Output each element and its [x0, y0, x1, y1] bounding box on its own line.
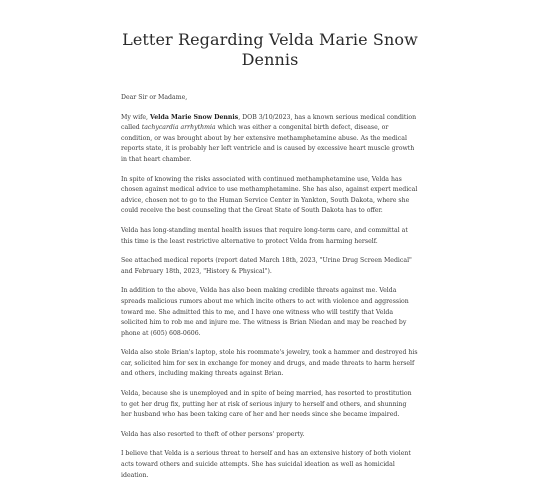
- p1-text-b: , DOB 3/10/2023, has a known serious medical condition called: [121, 113, 417, 132]
- paragraph-threat-self: I believe that Velda is a serious threat to herself and has an extensive history of both violent acts toward others and suicide attempts. She has suicidal ideation as well as homicidal ideation.: [121, 450, 411, 479]
- p1-text-a: My wife,: [121, 113, 150, 121]
- paragraph-mental-health: Velda has long-standing mental health issues that require long-term care, and committal at this time is the least restrictive alternative to protect Velda from harming herself.: [121, 226, 408, 245]
- paragraph-theft-brian: Velda also stole Brian's laptop, stole his roommate's jewelry, took a hammer and destroyed his car, solicited him for sex in exchange for money and drugs, and made threats to harm herself and others, including making threats against Brian.: [121, 349, 418, 378]
- paragraph-prostitution: Velda, because she is unemployed and in spite of being married, has resorted to prostitution to get her drug fix, putting her at risk of serious injury to herself and others, and shunning her husband who has been taking care of her and her needs since she became impaired.: [121, 390, 412, 419]
- paragraph-theft: Velda has also resorted to theft of other persons' property.: [121, 430, 305, 438]
- salutation: Dear Sir or Madame,: [121, 94, 188, 101]
- paragraph-medical-advice: In spite of knowing the risks associated with continued methamphetamine use, Velda has chosen against medical advice to use methamphetamine. She has also, against expert medical advice, chosen not to go to the Human Service Center in Yankton, South Dakota, where she could receive the best counseling that the Great State of South Dakota has to offer.: [121, 175, 418, 215]
- letter-title: Letter Regarding Velda Marie Snow Dennis: [122, 30, 418, 69]
- paragraph-medical-reports: See attached medical reports (report dated March 18th, 2023, "Urine Drug Screen Medical" and February 18th, 2023, "History & Physical").: [121, 257, 412, 275]
- paragraph-medical-condition: [121, 113, 419, 166]
- p1-text-c: which was either a congenital birth defect, disease, or condition, or was brought about by her extensive methamphetamine abuse. As the medical reports state, it is probably her left ventricle and is caused by excessive heart muscle growth in that heart chamber.: [121, 124, 415, 163]
- patient-name: Velda Marie Snow Dennis: [149, 113, 239, 121]
- paragraph-threats: In addition to the above, Velda has also been making credible threats against me. Velda spreads malicious rumors about me which incite others to act with violence and aggression toward me. She admitted this to me, and I have one witness who will testify that Velda solicited him to rob me and injure me. The witness is Brian Niedan and may be reached by phone at (605) 608-0606.: [121, 287, 409, 337]
- condition-name: tachycardia arrhythmia: [141, 124, 216, 132]
